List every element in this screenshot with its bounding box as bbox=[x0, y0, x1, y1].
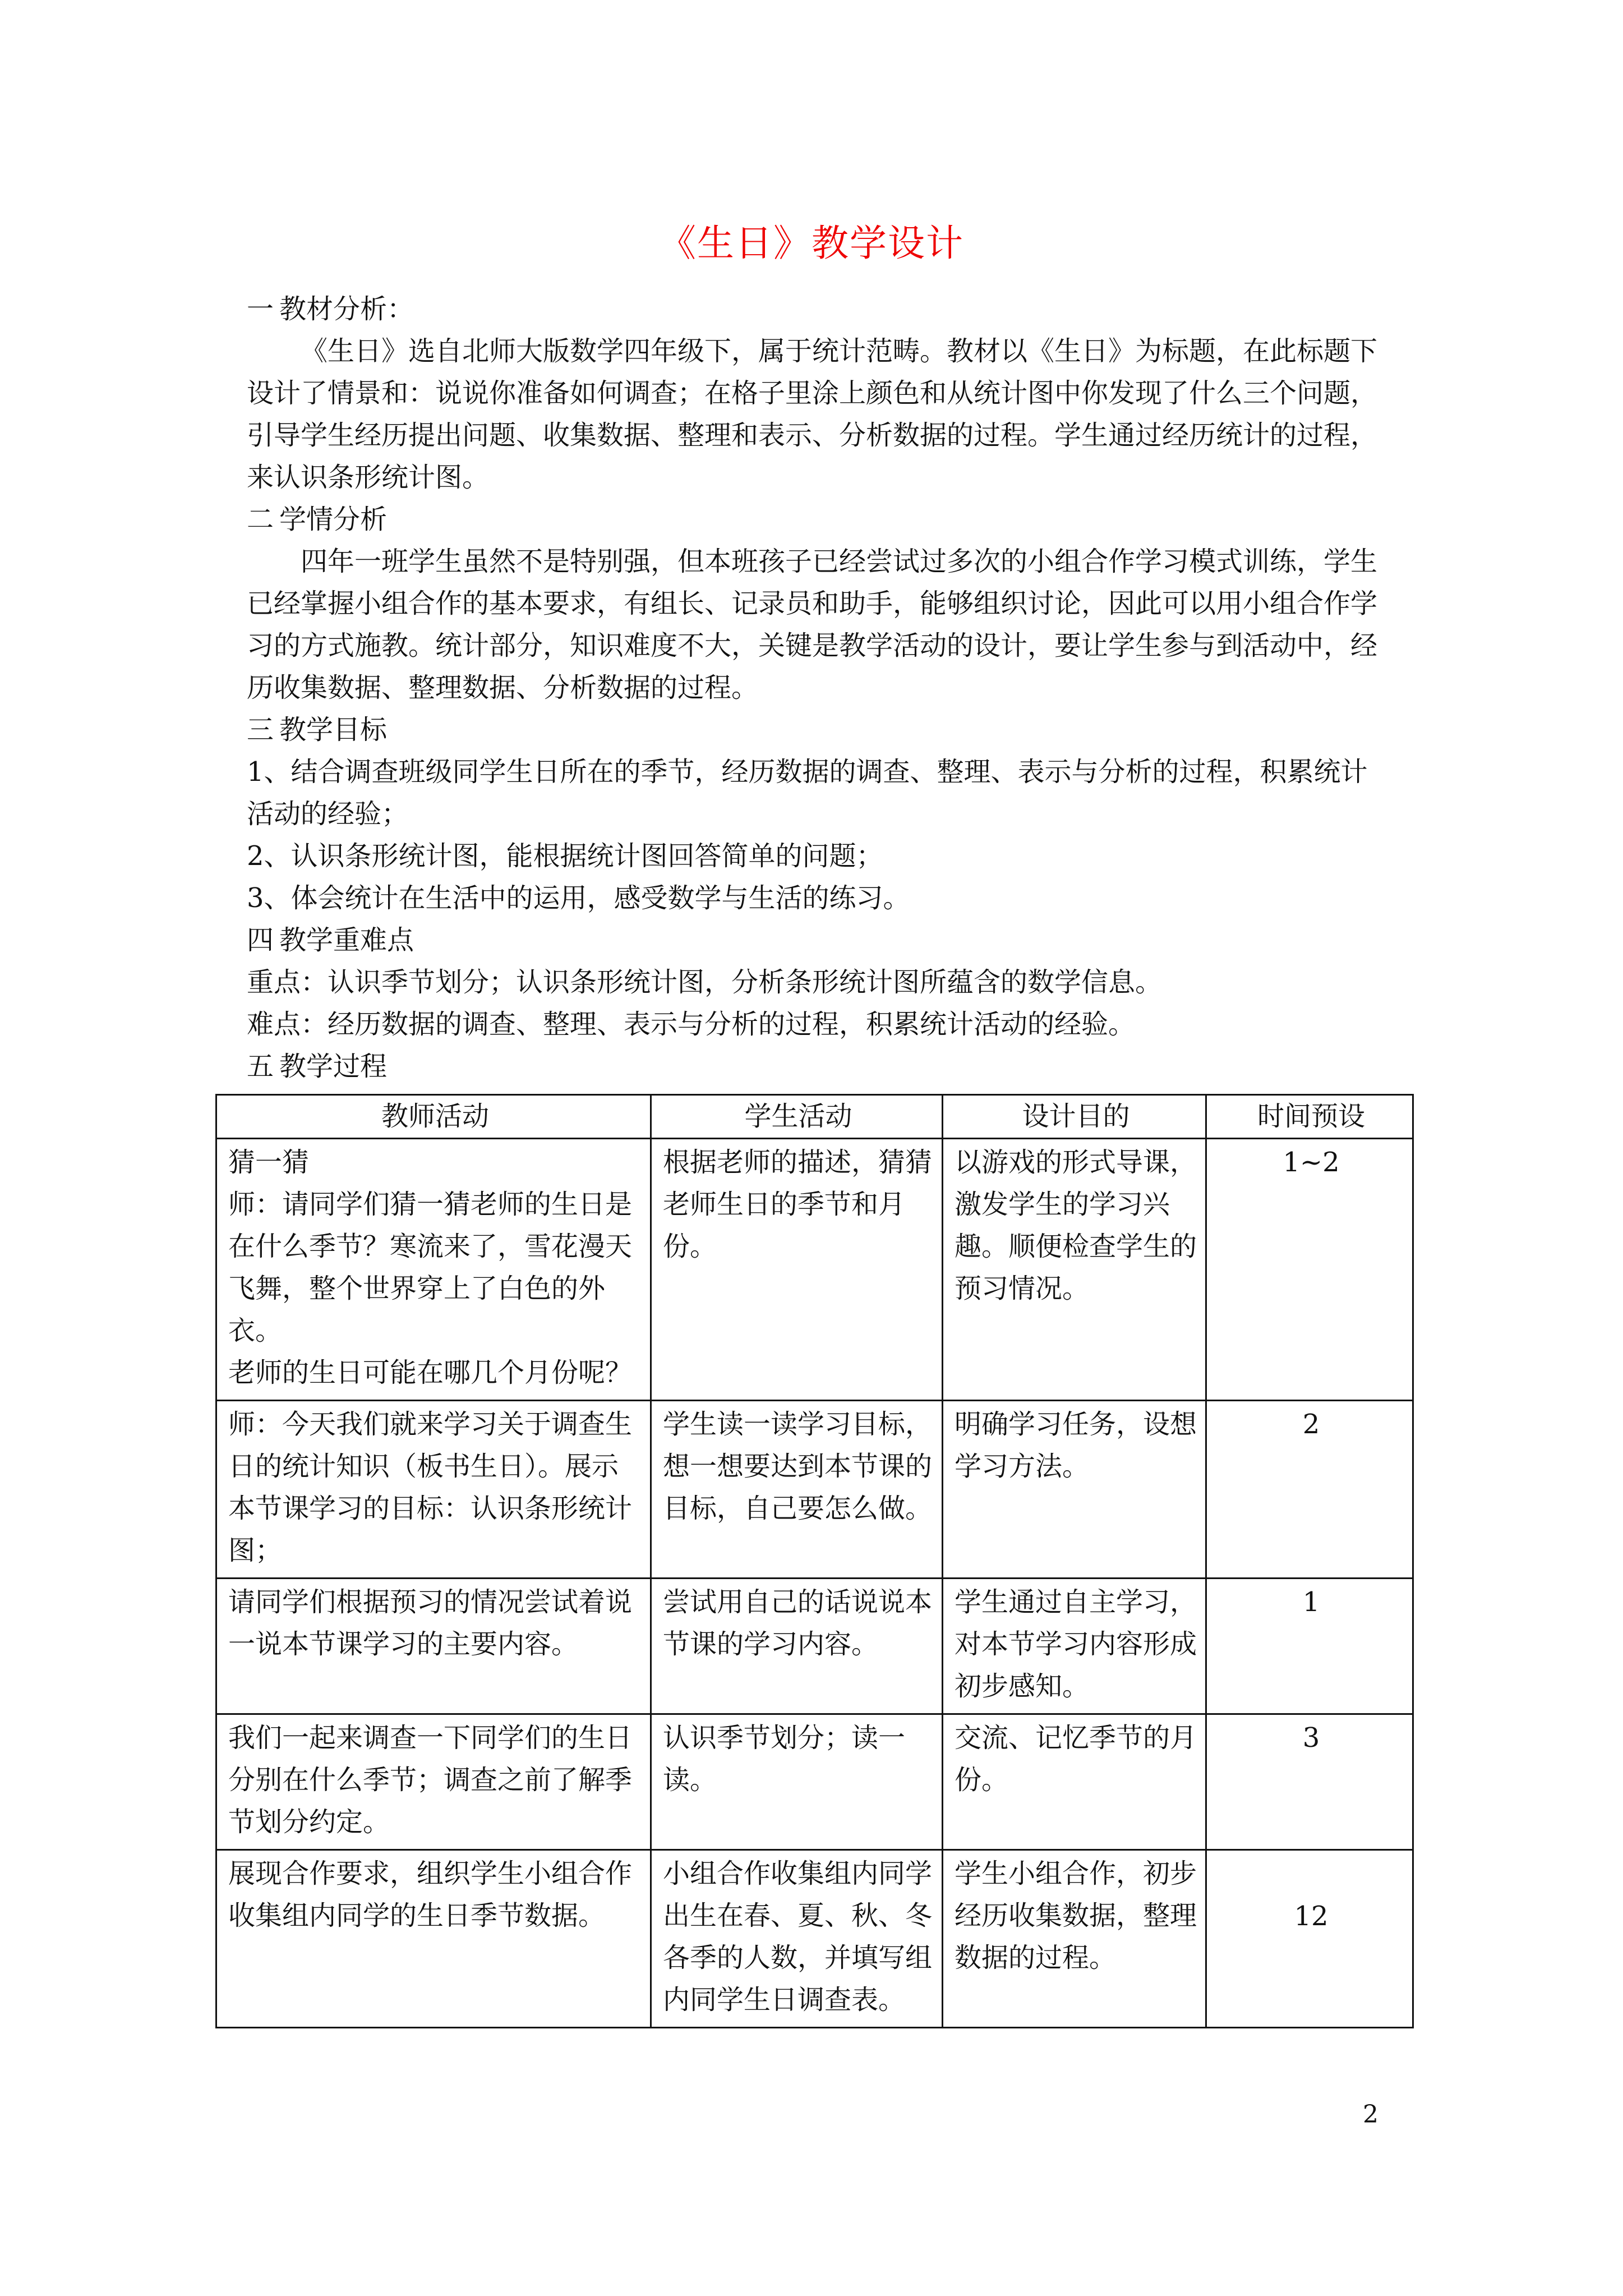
teacher-activity-line: 猜一猜 bbox=[228, 1147, 310, 1178]
time-cell: 1 bbox=[1206, 1579, 1413, 1714]
section-title: 学情分析 bbox=[279, 504, 388, 535]
student-activity-cell: 学生读一读学习目标，想一想要达到本节课的目标，自己要怎么做。 bbox=[651, 1401, 943, 1579]
student-activity-cell: 尝试用自己的话说说本节课的学习内容。 bbox=[651, 1579, 943, 1714]
section-number: 一 bbox=[247, 293, 274, 325]
key-point-item: 难点：经历数据的调查、整理、表示与分析的过程，积累统计活动的经验。 bbox=[247, 1009, 1136, 1040]
section-title: 教学重难点 bbox=[279, 924, 414, 956]
section-number: 三 bbox=[247, 714, 274, 746]
section-paragraph-2: 四年一班学生虽然不是特别强，但本班孩子已经尝试过多次的小组合作学习模式训练，学生已经掌握小组合作的基本要求，有组长、记录员和助手，能够组织讨论，因此可以用小组合作学习的方式施教。统计部分，知识难度不大，关键是教学活动的设计，要让学生参与到活动中，经历收集数据、整理数据、分析数据的过程。 bbox=[247, 546, 1378, 703]
section-number: 五 bbox=[247, 1051, 274, 1082]
table-row bbox=[216, 1139, 1413, 1401]
document-title: 《生日》教学设计 bbox=[659, 222, 964, 265]
teacher-activity-cell bbox=[216, 1714, 651, 1850]
section-number: 四 bbox=[247, 924, 274, 956]
student-activity-cell: 认识季节划分；读一读。 bbox=[651, 1714, 943, 1850]
objective-item: 2、认识条形统计图，能根据统计图回答简单的问题； bbox=[247, 840, 883, 872]
teacher-activity-line: 我们一起来调查一下同学们的生日分别在什么季节；调查之前了解季节划分约定。 bbox=[228, 1722, 633, 1838]
time-cell: 3 bbox=[1206, 1714, 1413, 1850]
table-row bbox=[216, 1401, 1413, 1579]
key-point-item: 重点：认识季节划分；认识条形统计图，分析条形统计图所蕴含的数学信息。 bbox=[247, 967, 1163, 998]
document-body bbox=[247, 288, 1391, 1088]
section-number: 二 bbox=[247, 504, 274, 535]
table-row bbox=[216, 1850, 1413, 2028]
teacher-activity-line: 老师的生日可能在哪几个月份呢？ bbox=[228, 1357, 633, 1388]
column-header: 学生活动 bbox=[651, 1095, 943, 1139]
teacher-activity-line: 展现合作要求，组织学生小组合作收集组内同学的生日季节数据。 bbox=[228, 1858, 633, 1931]
design-purpose-cell: 明确学习任务，设想学习方法。 bbox=[943, 1401, 1206, 1579]
column-header: 设计目的 bbox=[943, 1095, 1206, 1139]
section-title: 教学过程 bbox=[279, 1051, 388, 1082]
teacher-activity-line: 师：今天我们就来学习关于调查生日的统计知识（板书生日）。展示本节课学习的目标：认识条形统计图； bbox=[228, 1409, 633, 1566]
time-cell: 1~2 bbox=[1206, 1139, 1413, 1401]
column-header: 教师活动 bbox=[216, 1095, 651, 1139]
design-purpose-cell: 以游戏的形式导课，激发学生的学习兴趣。顺便检查学生的预习情况。 bbox=[943, 1139, 1206, 1401]
design-purpose-cell: 交流、记忆季节的月份。 bbox=[943, 1714, 1206, 1850]
teacher-activity-cell bbox=[216, 1850, 651, 2028]
teaching-process-table bbox=[215, 1094, 1414, 2028]
table-row bbox=[216, 1714, 1413, 1850]
column-header: 时间预设 bbox=[1206, 1095, 1413, 1139]
section-heading-1 bbox=[247, 288, 1391, 330]
time-cell: 2 bbox=[1206, 1401, 1413, 1579]
teacher-activity-cell bbox=[216, 1579, 651, 1714]
section-title: 教材分析： bbox=[279, 293, 414, 325]
section-paragraph-1: 《生日》选自北师大版数学四年级下，属于统计范畴。教材以《生日》为标题，在此标题下设计了情景和：说说你准备如何调查；在格子里涂上颜色和从统计图中你发现了什么三个问题，引导学生经历提出问题、收集数据、整理和表示、分析数据的过程。学生通过经历统计的过程，来认识条形统计图。 bbox=[247, 335, 1378, 493]
objective-item: 1、结合调查班级同学生日所在的季节，经历数据的调查、整理、表示与分析的过程，积累统计活动的经验； bbox=[247, 756, 1368, 830]
teacher-activity-line: 请同学们根据预习的情况尝试着说一说本节课学习的主要内容。 bbox=[228, 1586, 633, 1660]
section-heading-5 bbox=[247, 1046, 1391, 1088]
design-purpose-cell: 学生小组合作，初步经历收集数据，整理数据的过程。 bbox=[943, 1850, 1206, 2028]
teacher-activity-cell bbox=[216, 1139, 651, 1401]
section-heading-4 bbox=[247, 919, 1391, 961]
section-title: 教学目标 bbox=[279, 714, 388, 746]
student-activity-cell: 小组合作收集组内同学出生在春、夏、秋、冬各季的人数，并填写组内同学生日调查表。 bbox=[651, 1850, 943, 2028]
section-heading-3 bbox=[247, 709, 1391, 751]
teacher-activity-line: 师：请同学们猜一猜老师的生日是在什么季节？寒流来了，雪花漫天飞舞，整个世界穿上了白色的外衣。 bbox=[228, 1189, 633, 1346]
time-cell: 12 bbox=[1206, 1850, 1413, 2028]
table-row bbox=[216, 1579, 1413, 1714]
page-number: 2 bbox=[1363, 2100, 1378, 2129]
student-activity-cell: 根据老师的描述，猜猜老师生日的季节和月份。 bbox=[651, 1139, 943, 1401]
design-purpose-cell: 学生通过自主学习，对本节学习内容形成初步感知。 bbox=[943, 1579, 1206, 1714]
table-header-row bbox=[216, 1095, 1413, 1139]
teacher-activity-cell bbox=[216, 1401, 651, 1579]
section-heading-2 bbox=[247, 499, 1391, 541]
objective-item: 3、体会统计在生活中的运用，感受数学与生活的练习。 bbox=[247, 882, 910, 914]
